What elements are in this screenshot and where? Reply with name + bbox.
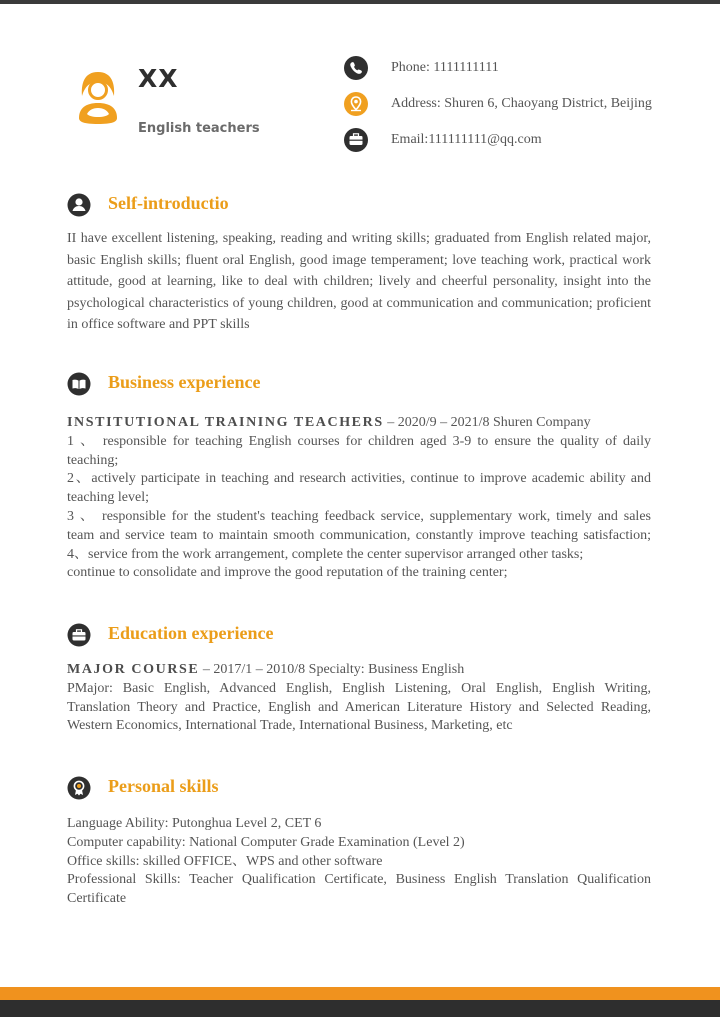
phone-text: Phone: 1111111111 bbox=[391, 60, 499, 75]
business-role: INSTITUTIONAL TRAINING TEACHERS bbox=[67, 415, 384, 430]
list-item: Translation Theory and Practice, English and American Literature History and Selected Reading, bbox=[67, 699, 651, 715]
list-item: team and service team to maintain smooth communication, constantly improve teaching satisfaction; bbox=[67, 527, 651, 543]
skills-content bbox=[67, 815, 651, 909]
list-item: 3 、 responsible for the student's teaching feedback service, supplementary work, timely and sales bbox=[67, 508, 651, 524]
job-title: English teachers bbox=[138, 121, 260, 136]
section-business-header bbox=[67, 371, 261, 397]
list-item: Certificate bbox=[67, 891, 127, 907]
award-badge-icon bbox=[67, 776, 91, 800]
list-item: PMajor: Basic English, Advanced English, English Listening, Oral English, English Writing, bbox=[67, 680, 651, 696]
footer-dark-bar bbox=[0, 1000, 720, 1017]
business-heading bbox=[67, 414, 651, 433]
list-item: Professional Skills: Teacher Qualification Certificate, Business English Translation Qualification bbox=[67, 872, 651, 888]
open-book-icon bbox=[67, 372, 91, 396]
list-item: Office skills: skilled OFFICE、WPS and other software bbox=[67, 853, 383, 869]
footer-orange-bar bbox=[0, 987, 720, 1000]
address-text: Address: Shuren 6, Chaoyang District, Beijing bbox=[391, 96, 652, 111]
education-heading bbox=[67, 661, 651, 680]
section-skills-header bbox=[67, 775, 219, 801]
user-icon bbox=[67, 193, 91, 217]
list-item: teaching; bbox=[67, 452, 119, 468]
contact-phone bbox=[343, 55, 499, 81]
section-title: Self-introductio bbox=[108, 193, 229, 213]
contact-address bbox=[343, 91, 652, 117]
education-dates: – 2017/1 – 2010/8 Specialty: Business English bbox=[199, 662, 465, 677]
section-title: Education experience bbox=[108, 623, 274, 643]
section-education-header bbox=[67, 622, 274, 648]
list-item: Computer capability: National Computer Grade Examination (Level 2) bbox=[67, 834, 465, 850]
list-item: 4、service from the work arrangement, complete the center supervisor arranged other tasks; bbox=[67, 546, 584, 562]
business-content bbox=[67, 414, 651, 583]
contact-email bbox=[343, 127, 542, 153]
section-self-intro-header bbox=[67, 192, 229, 218]
person-avatar-icon bbox=[76, 70, 120, 126]
self-intro-text: II have excellent listening, speaking, reading and writing skills; graduated from English related major, basic English skills; fluent oral English, good image temperament; love teaching work, practical work attitude, good at learning, like to deal with children; lively and cheerful personality, insight into the psychological characteristics of young children, good at communication and communication; proficient in office software and PPT skills bbox=[67, 231, 651, 333]
list-item: 1 、 responsible for teaching English courses for children aged 3-9 to ensure the quality of daily bbox=[67, 433, 651, 449]
business-dates: – 2020/9 – 2021/8 Shuren Company bbox=[383, 415, 591, 430]
phone-icon bbox=[343, 55, 369, 81]
list-item: Language Ability: Putonghua Level 2, CET 6 bbox=[67, 816, 322, 831]
location-pin-icon bbox=[343, 91, 369, 117]
education-course: MAJOR COURSE bbox=[67, 662, 200, 677]
list-item: teaching level; bbox=[67, 490, 150, 506]
email-icon bbox=[343, 127, 369, 153]
resume-name: XX bbox=[138, 64, 179, 93]
list-item: continue to consolidate and improve the good reputation of the training center; bbox=[67, 565, 508, 581]
education-content bbox=[67, 661, 651, 736]
section-title: Business experience bbox=[108, 372, 261, 392]
section-title: Personal skills bbox=[108, 776, 219, 796]
briefcase-icon bbox=[67, 623, 91, 647]
list-item: 2、actively participate in teaching and research activities, continue to improve academic ability and bbox=[67, 471, 651, 487]
list-item: Western Economics, International Trade, International Business, Marketing, etc bbox=[67, 718, 513, 734]
top-border bbox=[0, 0, 720, 4]
email-text: Email:111111111@qq.com bbox=[391, 132, 542, 147]
